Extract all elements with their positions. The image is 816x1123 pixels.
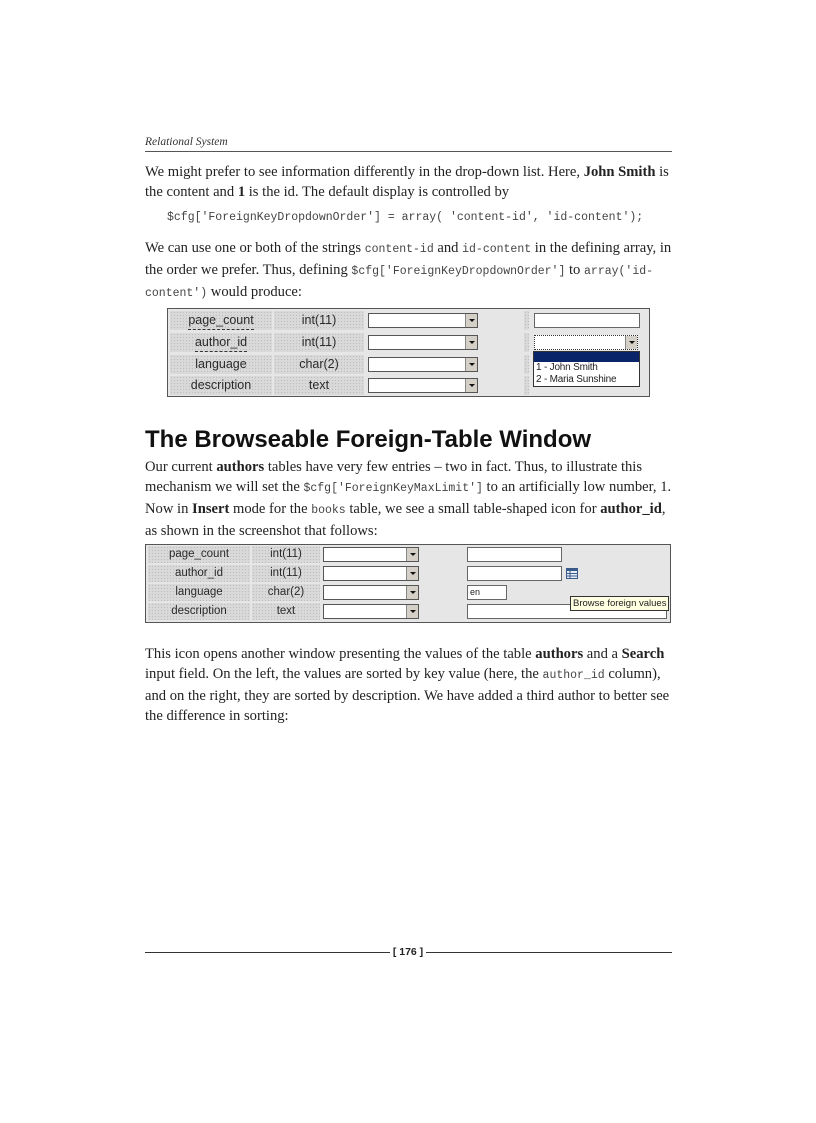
form-row-language: language char(2) en (146, 583, 670, 602)
dropdown-option[interactable]: 2 - Maria Sunshine (536, 374, 617, 385)
code-sample: $cfg['ForeignKeyDropdownOrder'] = array( 'content-id', 'id-content'); (167, 211, 644, 224)
function-select[interactable] (323, 585, 419, 600)
page-number: [ 176 ] (392, 946, 424, 958)
form-row-page-count: page_count int(11) (168, 310, 649, 331)
footer-rule-right (426, 952, 672, 953)
dropdown-option[interactable]: 1 - John Smith (536, 362, 598, 373)
form-row-author-id: author_id int(11) (146, 564, 670, 583)
figure-dropdown-screenshot (167, 308, 650, 397)
running-head: Relational System (145, 135, 672, 152)
tooltip: Browse foreign values (570, 596, 669, 611)
chevron-down-icon (406, 548, 418, 561)
section-title: The Browseable Foreign-Table Window (145, 426, 592, 453)
chevron-down-icon (406, 586, 418, 599)
author-select[interactable] (534, 335, 638, 350)
form-row-description: description text (146, 602, 670, 621)
function-select[interactable] (368, 378, 478, 393)
form-row-description: description text (168, 375, 649, 396)
form-row-author-id: author_id int(11) (168, 332, 649, 353)
chevron-down-icon (465, 314, 477, 327)
language-input[interactable]: en (467, 585, 507, 600)
author-id-input[interactable] (467, 566, 562, 581)
function-select[interactable] (368, 313, 478, 328)
form-row-page-count: page_count int(11) (146, 545, 670, 564)
value-input[interactable] (467, 547, 562, 562)
chevron-down-icon (465, 379, 477, 392)
function-select[interactable] (323, 604, 419, 619)
function-select[interactable] (323, 566, 419, 581)
section-paragraph: Our current authors tables have very few entries – two in fact. Thus, to illustrate this mechanism we will set the $cfg['ForeignKeyMaxLimit'] to an artificially low number, 1. Now in Insert mode for the books table, we see a small table-shaped icon for author_id, as shown in the screenshot that follows: (145, 459, 672, 539)
dropdown-highlight (534, 352, 639, 362)
closing-paragraph: This icon opens another window presenting the values of the table authors and a Search input field. On the left, the values are sorted by key value (here, the author_id column), and on the right, they are sorted by description. We have added a third author to better see the difference in sorting: (145, 646, 670, 724)
function-select[interactable] (368, 357, 478, 372)
browse-table-icon[interactable] (566, 568, 578, 579)
chevron-down-icon (625, 336, 637, 349)
form-row-language: language char(2) (168, 354, 649, 375)
footer-rule-left (145, 952, 390, 953)
dropdown-list[interactable] (533, 351, 640, 387)
chevron-down-icon (465, 336, 477, 349)
intro-paragraph-1: We might prefer to see information differently in the drop-down list. Here, John Smith is the content and 1 is the id. The default display is controlled by (145, 164, 669, 200)
chevron-down-icon (465, 358, 477, 371)
function-select[interactable] (323, 547, 419, 562)
function-select[interactable] (368, 335, 478, 350)
chevron-down-icon (406, 567, 418, 580)
chevron-down-icon (406, 605, 418, 618)
intro-paragraph-2: We can use one or both of the strings content-id and id-content in the defining array, in the order we prefer. Thus, defining $cfg['ForeignKeyDropdownOrder'] to array('id-content') would produce: (145, 240, 672, 300)
figure-browse-screenshot (145, 544, 671, 623)
value-input[interactable] (534, 313, 640, 328)
